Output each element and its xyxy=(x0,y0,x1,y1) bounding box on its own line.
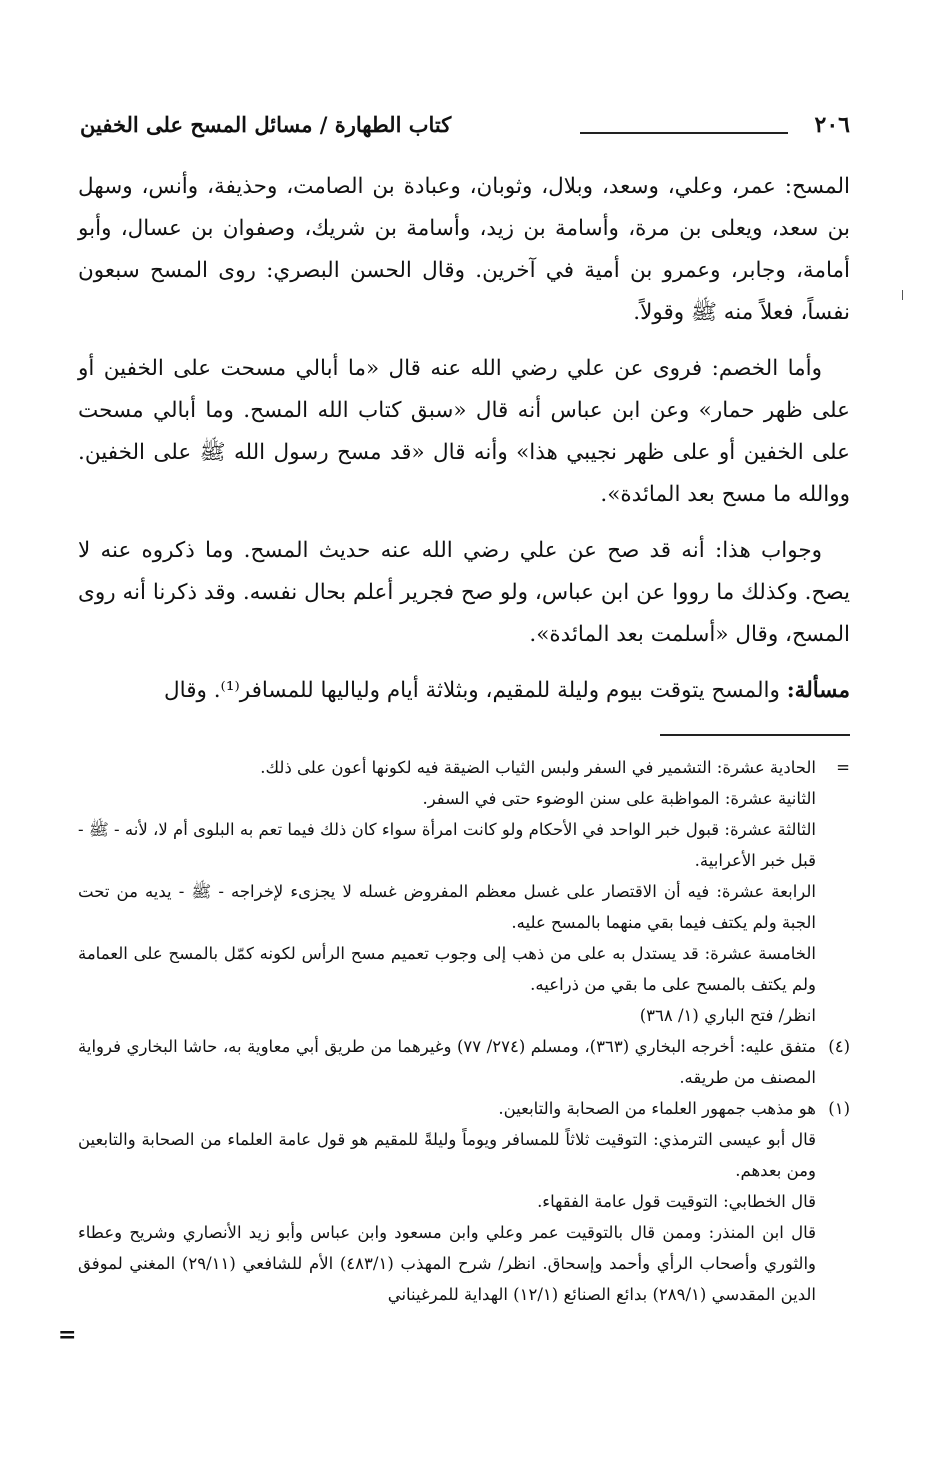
page-number: ٢٠٦ xyxy=(814,112,850,138)
masala-text: والمسح يتوقت بيوم وليلة للمقيم، وبثلاثة أيام ولياليها للمسافر⁽¹⁾. وقال xyxy=(164,678,780,703)
footnote-line: قال أبو عيسى الترمذي: التوقيت ثلاثاً للمسافر ويوماً وليلةً للمقيم هو قول عامة العلماء من الصحابة والتابعين ومن بعدهم. xyxy=(78,1130,816,1180)
footnote-1-text: هو مذهب جمهور العلماء من الصحابة والتابعين. xyxy=(498,1099,816,1118)
footnote-continuation xyxy=(78,752,850,1031)
footnote-line: انظر/ فتح الباري (١/ ٣٦٨) xyxy=(639,1006,816,1025)
footnote-4-text: متفق عليه: أخرجه البخاري (٣٦٣)، ومسلم (٢٧٤/ ٧٧) وغيرهما من طريق أبي معاوية به، حاشا البخاري فرواية المصنف من طريقه. xyxy=(78,1037,816,1087)
footnote-separator xyxy=(660,734,850,736)
main-text xyxy=(78,166,850,726)
header-rule xyxy=(580,132,788,134)
paragraph-3: وجواب هذا: أنه قد صح عن علي رضي الله عنه حديث المسح. وما ذكروه عنه لا يصح. وكذلك ما رووا عن ابن عباس، ولو صح فجرير أعلم بحال نفسه. وقد ذكرنا أنه روى المسح، وقال «أسلمت بعد المائدة». xyxy=(78,538,850,647)
footnote-1-number: (١) xyxy=(828,1099,850,1118)
paragraph-2: وأما الخصم: فروى عن علي رضي الله عنه قال «ما أبالي مسحت على الخفين أو على ظهر حمار» وعن ابن عباس أنه قال «سبق كتاب الله المسح. وما أبالي مسحت على الخفين أو على ظهر نجيبي هذا» وأنه قال «قد مسح رسول الله ﷺ على الخفين. ووالله ما مسح بعد المائدة». xyxy=(78,356,850,507)
footnote-line: الحادية عشرة: التشمير في السفر ولبس الثياب الضيقة فيه لكونها أعون على ذلك. xyxy=(260,758,816,777)
footnote-line: قال الخطابي: التوقيت قول عامة الفقهاء. xyxy=(537,1192,816,1211)
footnote-1 xyxy=(78,1093,850,1310)
footnote-line: الخامسة عشرة: قد يستدل به على من ذهب إلى وجوب تعميم مسح الرأس لكونه كمّل بالمسح على العمامة ولم يكتف بالمسح على ما بقي من ذراعيه. xyxy=(78,944,816,994)
footnote-line: الثالثة عشرة: قبول خبر الواحد في الأحكام ولو كانت امرأة سواء كان ذلك فيما تعم به البلوى أم لا، لأنه - ﷺ - قبل خبر الأعرابية. xyxy=(78,820,816,870)
masala-label: مسألة: xyxy=(786,678,850,703)
footnotes xyxy=(78,752,850,1310)
footnote-line: قال ابن المنذر: وممن قال بالتوقيت عمر وعلي وابن مسعود وابن عباس وأبو زيد الأنصاري وشريح وعطاء والثوري وأصحاب الرأي وأحمد وإسحاق. انظر/ شرح المهذب (٤٨٣/١) الأم للشافعي (٢٩/١١) المغني لموفق الدين المقدسي (٢٨٩/١) بدائع الصنائع (١٢/١) الهداية للمرغيناني xyxy=(78,1223,816,1304)
running-header xyxy=(80,108,850,148)
margin-mark xyxy=(902,290,903,300)
footnote-line: الثانية عشرة: المواظبة على سنن الوضوء حتى في السفر. xyxy=(422,789,816,808)
continuation-mark: = xyxy=(836,758,850,777)
footnote-4 xyxy=(78,1031,850,1093)
footnote-4-number: (٤) xyxy=(828,1037,850,1056)
continued-mark: = xyxy=(58,1322,77,1348)
paragraph-4 xyxy=(78,670,850,712)
paragraph-1: المسح: عمر، وعلي، وسعد، وبلال، وثوبان، وعبادة بن الصامت، وحذيفة، وأنس، وسهل بن سعد، ويعلى بن مرة، وأسامة بن زيد، وأسامة بن شريك، وصفوان بن عسال، وأبو أمامة، وجابر، وعمرو بن أمية في آخرين. وقال الحسن البصري: روى المسح سبعون نفساً، فعلاً منه ﷺ وقولاً. xyxy=(78,174,850,325)
footnote-line: الرابعة عشرة: فيه أن الاقتصار على غسل معظم المفروض غسله لا يجزىء لإخراجه - ﷺ - يديه من تحت الجبة ولم يكتف فيما بقي منهما بالمسح عليه. xyxy=(78,882,816,932)
header-title: كتاب الطهارة / مسائل المسح على الخفين xyxy=(80,112,452,137)
